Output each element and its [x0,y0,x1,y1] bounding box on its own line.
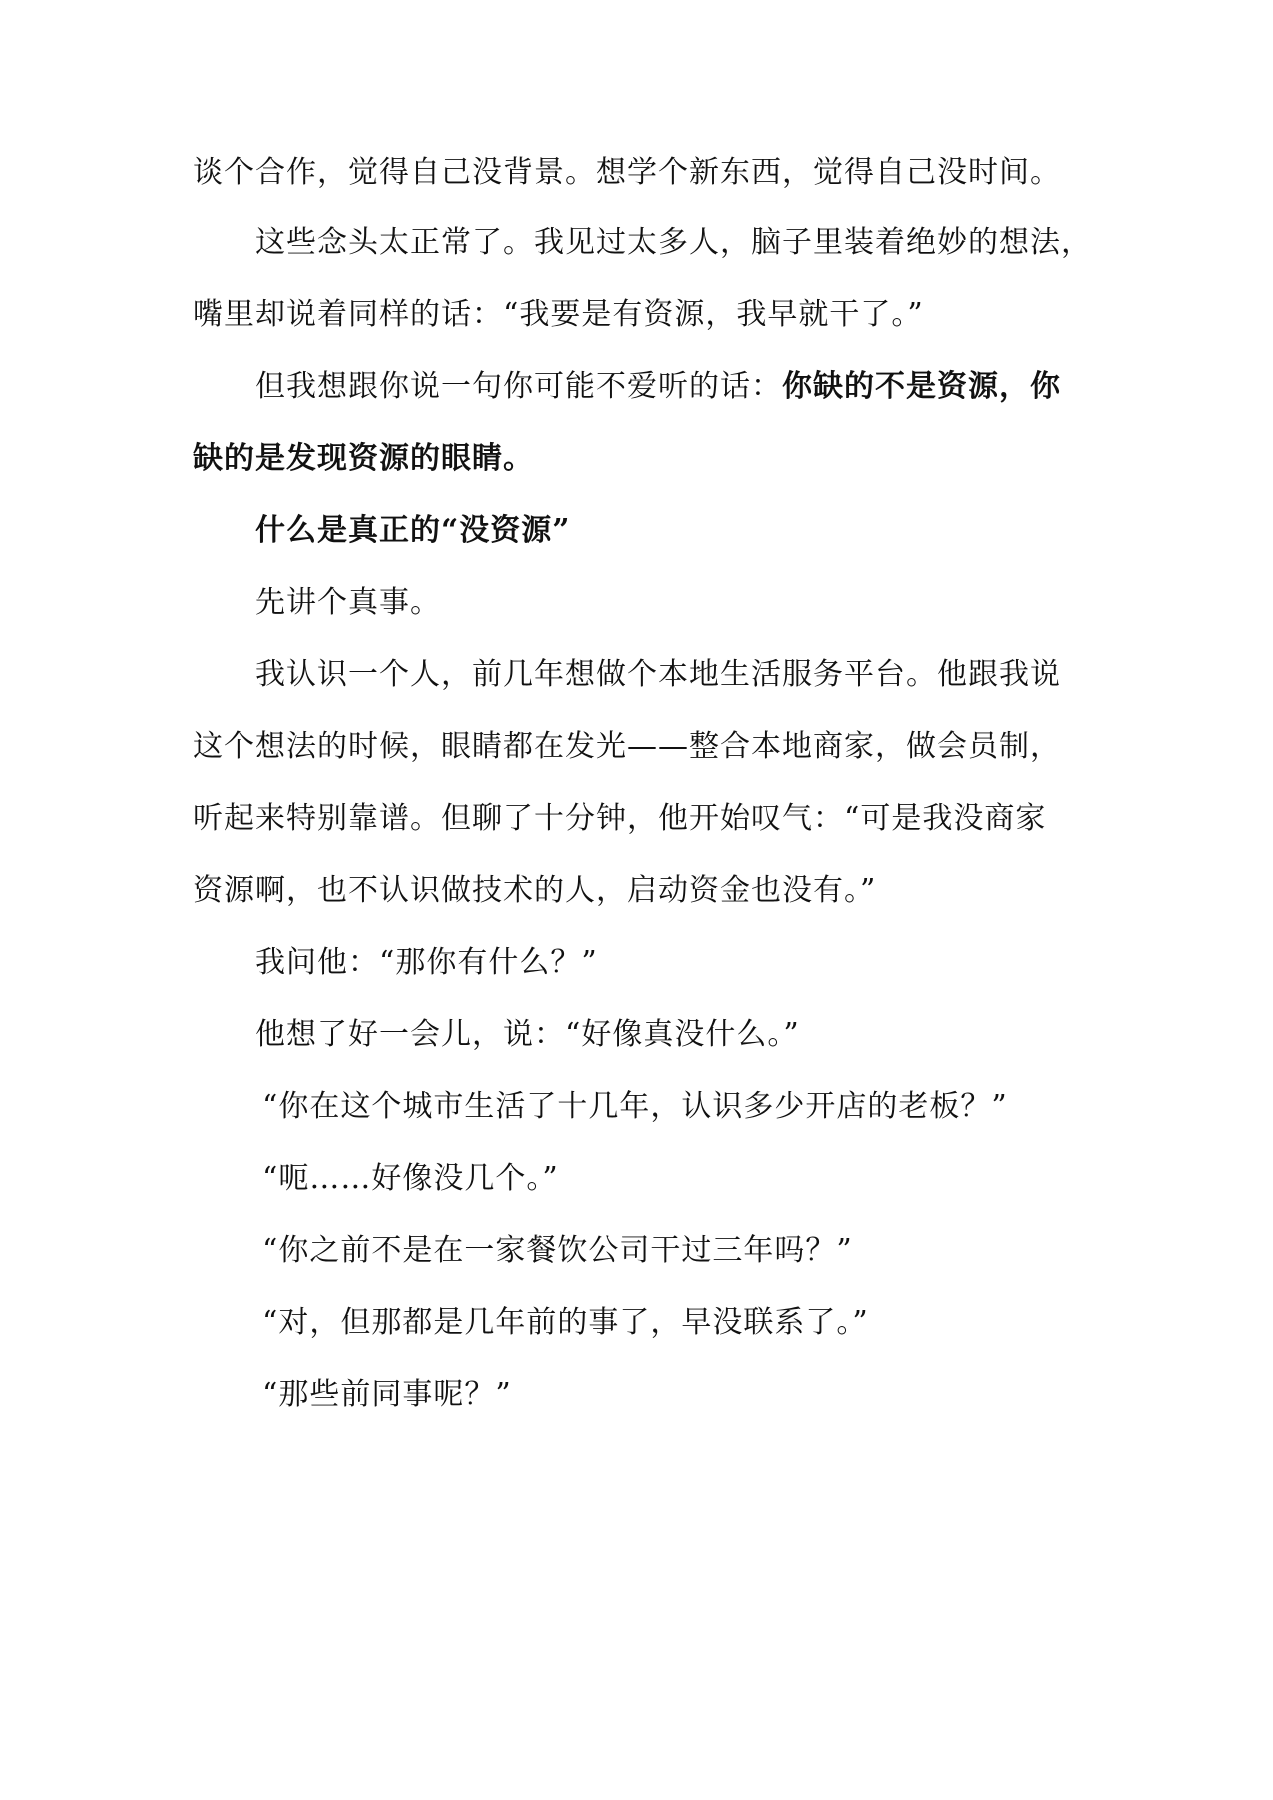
emphasis-text: 你缺的不是资源，你 [782,369,1061,404]
paragraph-line [255,366,1095,408]
paragraph-line: 听起来特别靠谱。但聊了十分钟，他开始叹气：“可是我没商家 [193,801,1047,836]
paragraph-line: 谈个合作，觉得自己没背景。想学个新东西，觉得自己没时间。 [193,155,1061,190]
paragraph-line: 我问他：“那你有什么？” [255,945,598,980]
emphasis-line: 缺的是发现资源的眼睛。 [193,441,534,476]
dialog-line: “你在这个城市生活了十几年，认识多少开店的老板？” [262,1089,1008,1124]
section-heading: 什么是真正的“没资源” [255,513,571,548]
paragraph-line: 先讲个真事。 [255,585,441,620]
dialog-line: “你之前不是在一家餐饮公司干过三年吗？” [262,1233,853,1268]
dialog-line: “对，但那都是几年前的事了，早没联系了。” [262,1305,869,1340]
dialog-line: “那些前同事呢？” [262,1377,512,1412]
paragraph-line: 我认识一个人，前几年想做个本地生活服务平台。他跟我说 [255,657,1061,692]
paragraph-line: 资源啊，也不认识做技术的人，启动资金也没有。” [193,873,877,908]
paragraph-line: 这个想法的时候，眼睛都在发光——整合本地商家，做会员制， [193,729,1061,764]
dialog-line: “呃……好像没几个。” [262,1161,559,1196]
paragraph-line: 他想了好一会儿，说：“好像真没什么。” [255,1017,800,1052]
paragraph-line: 嘴里却说着同样的话：“我要是有资源，我早就干了。” [193,297,924,332]
normal-text: 但我想跟你说一句你可能不爱听的话： [255,369,782,404]
paragraph-line: 这些念头太正常了。我见过太多人，脑子里装着绝妙的想法， [255,225,1092,260]
